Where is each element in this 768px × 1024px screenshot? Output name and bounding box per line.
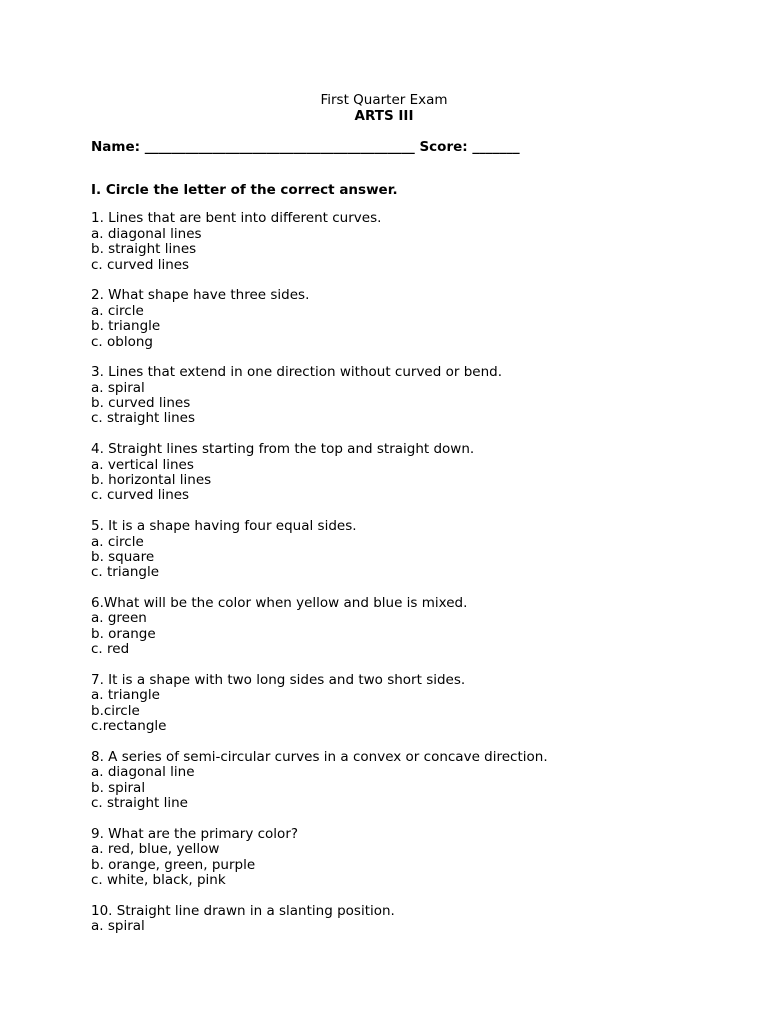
choice-b: b. straight lines: [91, 241, 197, 258]
choice-c: c. white, black, pink: [91, 872, 226, 888]
question-text: 4. Straight lines starting from the top and straight down.: [91, 441, 475, 458]
name-label: Name:: [91, 139, 141, 155]
choice-c: c. curved lines: [91, 487, 190, 504]
choice-a: a. circle: [91, 533, 144, 550]
choice-c: c. curved lines: [91, 256, 190, 273]
question-text: 5. It is a shape having four equal sides.: [91, 518, 357, 535]
question-4: [91, 442, 751, 504]
choice-c: c. red: [91, 641, 130, 658]
question-text: 8. A series of semi-circular curves in a convex or concave direction.: [91, 748, 548, 765]
choice-b: b. square: [91, 548, 155, 565]
choice-a: a. green: [91, 610, 147, 627]
choice-a: a. diagonal line: [91, 764, 195, 781]
choice-c: c. straight lines: [91, 410, 196, 427]
choice-b: b. orange: [91, 625, 156, 642]
question-text: 2. What shape have three sides.: [91, 287, 310, 304]
question-text: 3. Lines that extend in one direction without curved or bend.: [91, 364, 502, 381]
choice-a: a. red, blue, yellow: [91, 841, 220, 858]
question-text: 1. Lines that are bent into different curves.: [91, 210, 382, 227]
question-8: [91, 750, 751, 812]
score-label: Score:: [419, 139, 468, 155]
question-text: 10. Straight line drawn in a slanting position.: [91, 902, 395, 919]
question-6: [91, 596, 751, 658]
name-blank: ________________________________________: [144, 139, 415, 155]
score-blank: _______: [472, 139, 520, 155]
exam-subject: ARTS III: [354, 107, 414, 124]
choice-b: b. spiral: [91, 779, 146, 796]
exam-title: First Quarter Exam: [320, 92, 448, 108]
question-5: [91, 519, 751, 581]
exam-header: [0, 93, 768, 124]
choice-b: b. horizontal lines: [91, 471, 212, 488]
question-text: 6.What will be the color when yellow and blue is mixed.: [91, 595, 468, 612]
choice-c: c. straight line: [91, 795, 188, 812]
choice-b: b. triangle: [91, 318, 161, 335]
choice-c: c. triangle: [91, 564, 160, 581]
question-2: [91, 288, 751, 350]
question-text: 9. What are the primary color?: [91, 825, 299, 842]
choice-c: c.rectangle: [91, 718, 167, 735]
question-3: [91, 365, 751, 427]
choice-c: c. oblong: [91, 333, 153, 350]
question-10: [91, 904, 751, 935]
instruction-text: I. Circle the letter of the correct answer.: [91, 182, 398, 198]
choice-a: a. vertical lines: [91, 456, 194, 473]
choice-b: b. curved lines: [91, 395, 191, 412]
choice-b: b.circle: [91, 702, 140, 719]
choice-b: b. orange, green, purple: [91, 856, 256, 873]
choice-a: a. spiral: [91, 918, 145, 935]
name-score-row: [91, 139, 520, 155]
choice-a: a. circle: [91, 302, 144, 319]
exam-content: [91, 183, 751, 950]
choice-a: a. triangle: [91, 687, 160, 704]
question-9: [91, 827, 751, 889]
question-1: [91, 211, 751, 273]
question-text: 7. It is a shape with two long sides and two short sides.: [91, 671, 466, 688]
question-7: [91, 673, 751, 735]
choice-a: a. spiral: [91, 379, 145, 396]
choice-a: a. diagonal lines: [91, 225, 202, 242]
